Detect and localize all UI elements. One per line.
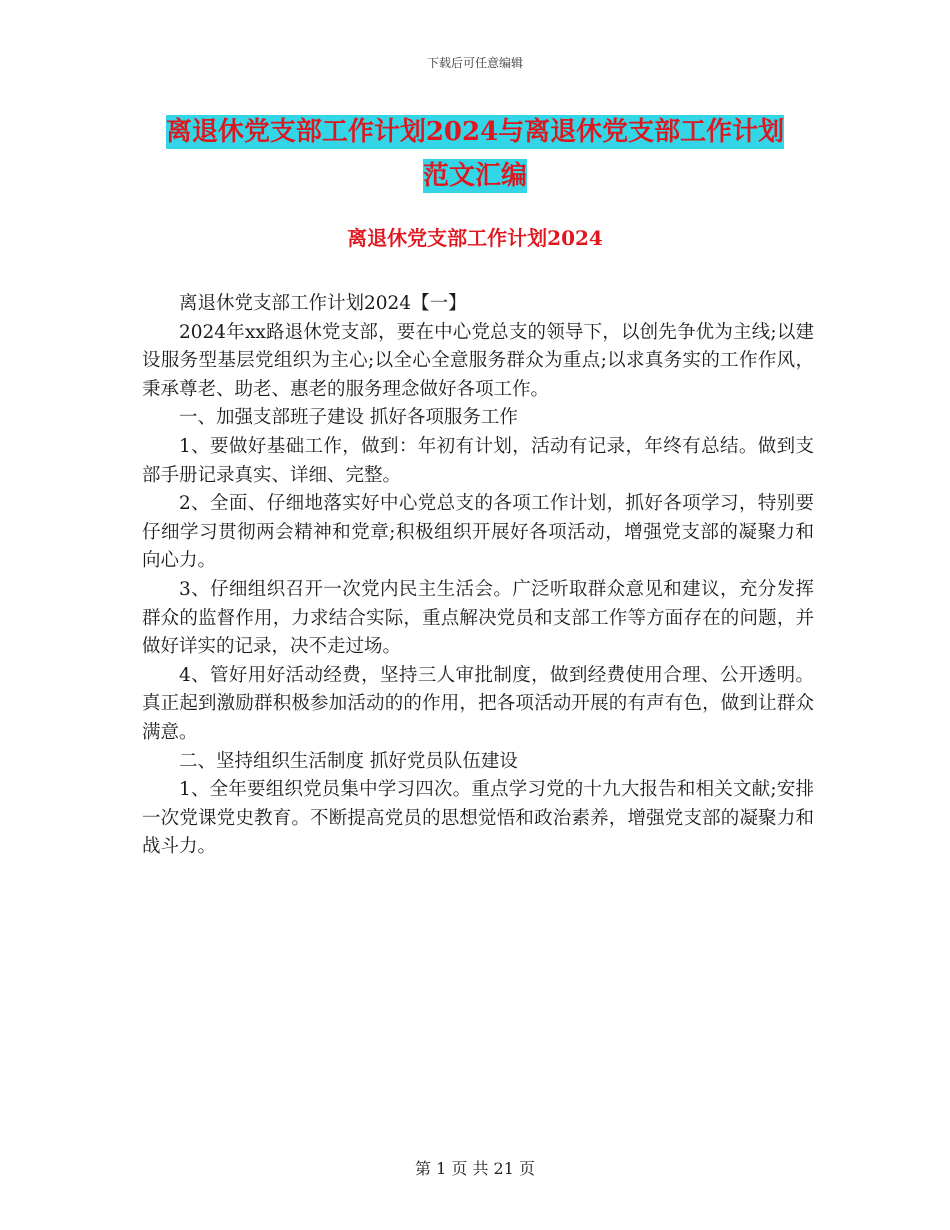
paragraph: 一、加强支部班子建设 抓好各项服务工作	[179, 407, 518, 429]
header-note: 下载后可任意编辑	[426, 56, 523, 70]
paragraph: 离退休党支部工作计划2024【一】	[179, 293, 467, 314]
paragraph: 2、全面、仔细地落实好中心党总支的各项工作计划，抓好各项学习，特别要仔细学习贯彻两会精神和党章;积极组织开展好各项活动，增强党支部的凝聚力和向心力。	[142, 493, 814, 572]
paragraph: 4、管好用好活动经费，坚持三人审批制度，做到经费使用合理、公开透明。真正起到激励群积极参加活动的的作用，把各项活动开展的有声有色，做到让群众满意。	[142, 664, 814, 743]
paragraph: 二、坚持组织生活制度 抓好党员队伍建设	[179, 750, 518, 772]
paragraph: 3、仔细组织召开一次党内民主生活会。广泛听取群众意见和建议，充分发挥群众的监督作用，力求结合实际，重点解决党员和支部工作等方面存在的问题，并做好详实的记录，决不走过场。	[142, 578, 814, 658]
document-title-line2: 范文汇编	[422, 161, 527, 191]
section-title: 离退休党支部工作计划2024	[347, 226, 603, 250]
document-title-line1: 离退休党支部工作计划2024与离退休党支部工作计划	[165, 117, 785, 147]
document-title	[120, 110, 830, 198]
document-body	[142, 290, 814, 862]
page-indicator: 第 1 页 共 21 页	[415, 1159, 535, 1178]
paragraph: 1、全年要组织党员集中学习四次。重点学习党的十九大报告和相关文献;安排一次党课党史教育。不断提高党员的思想觉悟和政治素养，增强党支部的凝聚力和战斗力。	[142, 779, 814, 858]
paragraph: 2024年xx路退休党支部，要在中心党总支的领导下，以创先争优为主线;以建设服务型基层党组织为主心;以全心全意服务群众为重点;以求真务实的工作作风，秉承尊老、助老、惠老的服务理念做好各项工作。	[142, 321, 814, 400]
paragraph: 1、要做好基础工作，做到：年初有计划，活动有记录，年终有总结。做到支部手册记录真实、详细、完整。	[142, 435, 814, 486]
